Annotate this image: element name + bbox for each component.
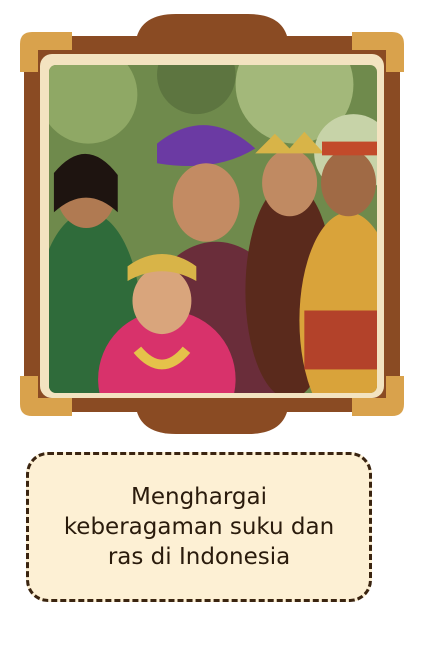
caption-line-1: Menghargai	[131, 484, 267, 510]
people-photo	[46, 62, 380, 396]
caption-line-3: ras di Indonesia	[107, 544, 291, 570]
caption-text	[64, 482, 334, 572]
caption-line-2: keberagaman suku dan	[63, 514, 335, 540]
caption-box	[26, 452, 372, 602]
picture-frame	[16, 10, 408, 438]
